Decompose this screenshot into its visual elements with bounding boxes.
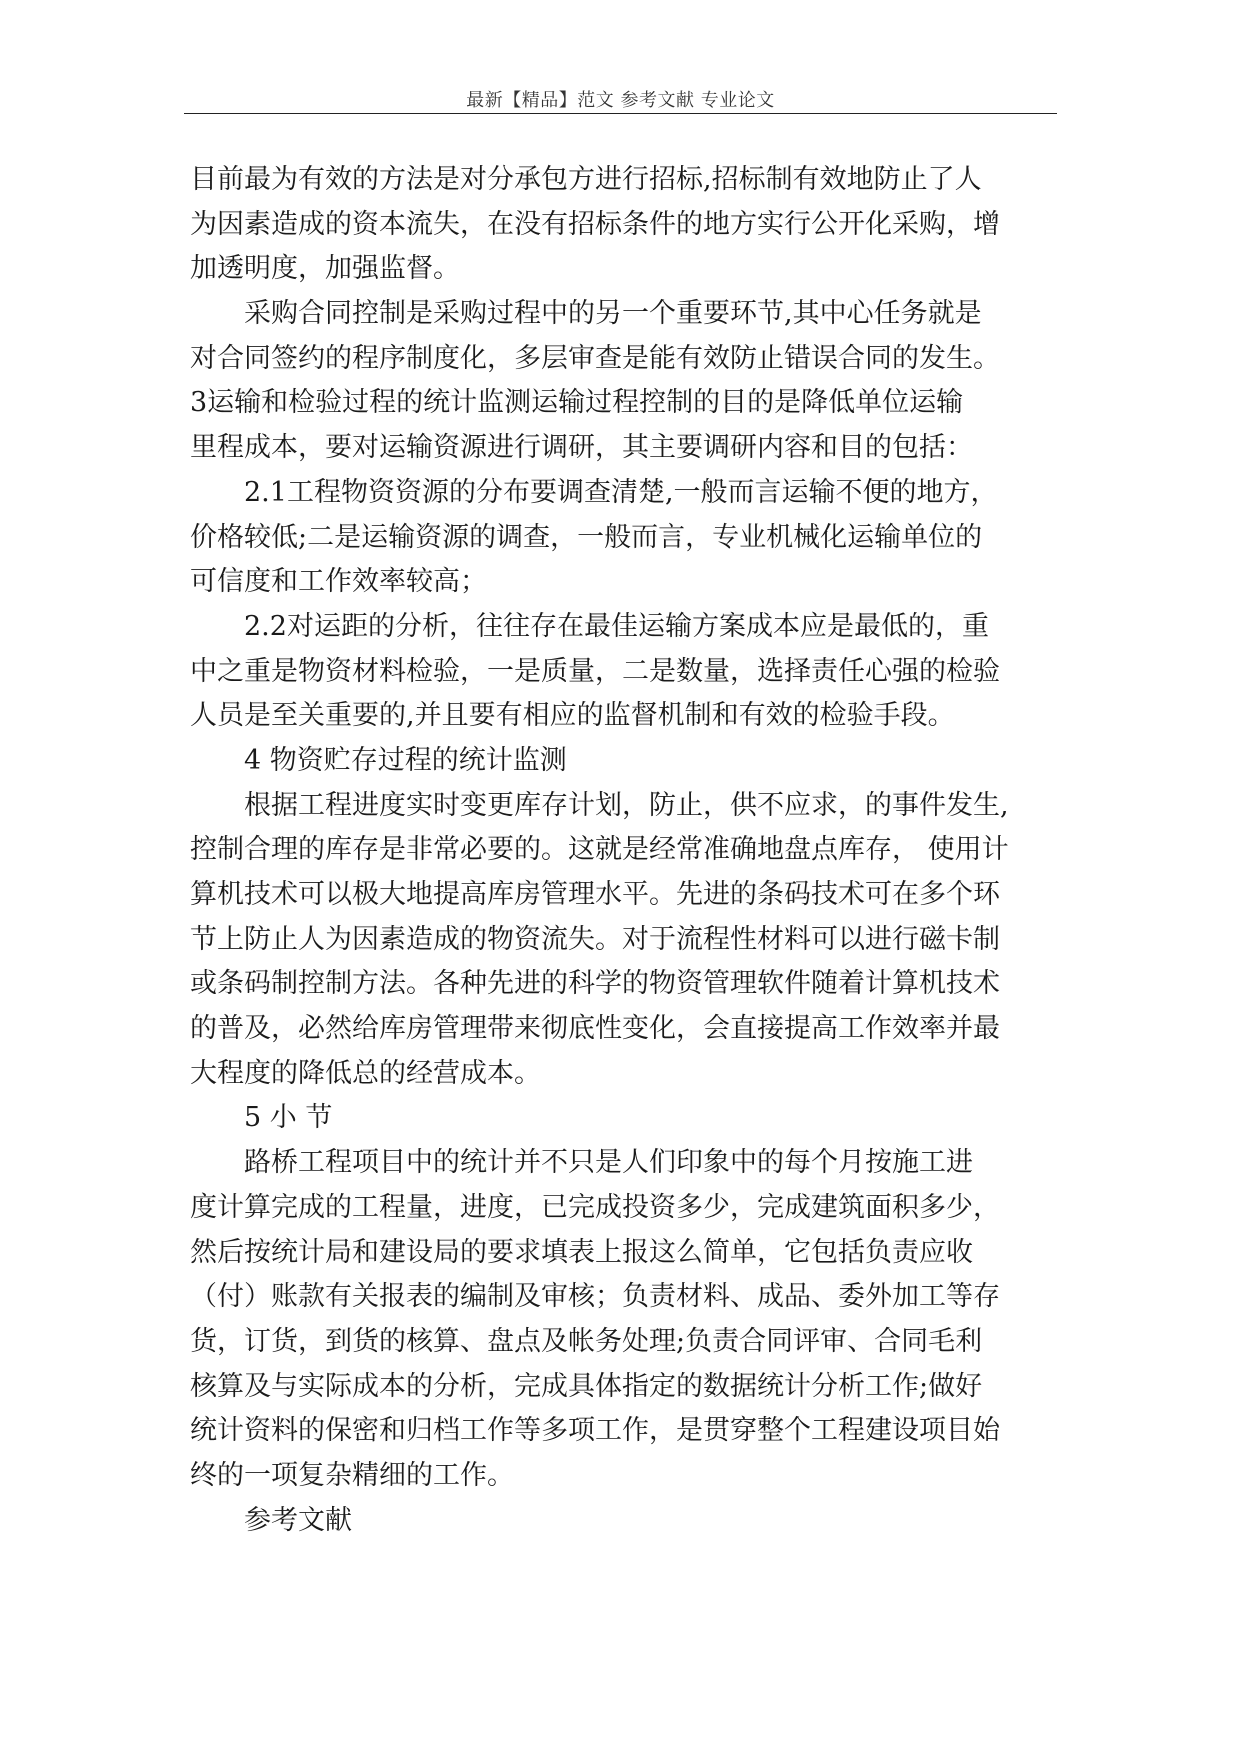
text-line: 的普及，必然给库房管理带来彻底性变化，会直接提高工作效率并最 bbox=[190, 1013, 1000, 1045]
text-line: 核算及与实际成本的分析，完成具体指定的数据统计分析工作;做好 bbox=[190, 1370, 983, 1402]
text-line: 目前最为有效的方法是对分承包方进行招标,招标制有效地防止了人 bbox=[190, 164, 982, 195]
text-line: 大程度的降低总的经营成本。 bbox=[190, 1057, 541, 1089]
text-line: 3运输和检验过程的统计监测运输过程控制的目的是降低单位运输 bbox=[190, 387, 964, 419]
text-line: 对合同签约的程序制度化，多层审查是能有效防止错误合同的发生。 bbox=[190, 342, 1000, 374]
body-text bbox=[190, 158, 1060, 1543]
text-line: （付）账款有关报表的编制及审核；负责材料、成品、委外加工等存 bbox=[190, 1281, 1000, 1313]
page-header: 最新【精品】范文 参考文献 专业论文 bbox=[466, 90, 775, 111]
text-line: 价格较低;二是运输资源的调查，一般而言，专业机械化运输单位的 bbox=[190, 521, 983, 553]
text-line: 控制合理的库存是非常必要的。这就是经常准确地盘点库存， 使用计 bbox=[190, 834, 1009, 866]
text-line: 参考文献 bbox=[244, 1504, 352, 1536]
text-line: 终的一项复杂精细的工作。 bbox=[190, 1459, 514, 1491]
text-line: 或条码制控制方法。各种先进的科学的物资管理软件随着计算机技术 bbox=[190, 968, 1000, 1000]
text-line: 可信度和工作效率较高； bbox=[190, 566, 487, 598]
text-line: 算机技术可以极大地提高库房管理水平。先进的条码技术可在多个环 bbox=[190, 879, 1000, 910]
text-line: 节上防止人为因素造成的物资流失。对于流程性材料可以进行磁卡制 bbox=[190, 923, 1000, 955]
text-line: 5 小 节 bbox=[244, 1102, 333, 1134]
text-line: 中之重是物资材料检验，一是质量，二是数量，选择责任心强的检验 bbox=[190, 655, 1000, 687]
text-line: 采购合同控制是采购过程中的另一个重要环节,其中心任务就是 bbox=[244, 298, 982, 330]
text-line: 2.2对运距的分析，往往存在最佳运输方案成本应是最低的，重 bbox=[244, 610, 989, 642]
text-line: 根据工程进度实时变更库存计划，防止，供不应求，的事件发生, bbox=[244, 789, 1009, 821]
text-line: 4 物资贮存过程的统计监测 bbox=[244, 744, 567, 776]
text-line: 里程成本，要对运输资源进行调研，其主要调研内容和目的包括： bbox=[190, 432, 973, 464]
header-divider bbox=[184, 113, 1057, 114]
text-line: 2.1工程物资资源的分布要调查清楚,一般而言运输不便的地方， bbox=[244, 476, 998, 508]
text-line: 为因素造成的资本流失，在没有招标条件的地方实行公开化采购，增 bbox=[190, 208, 1000, 240]
text-line: 加透明度，加强监督。 bbox=[190, 253, 460, 285]
text-line: 统计资料的保密和归档工作等多项工作，是贯穿整个工程建设项目始 bbox=[190, 1415, 1000, 1447]
text-line: 人员是至关重要的,并且要有相应的监督机制和有效的检验手段。 bbox=[190, 700, 955, 732]
text-line: 货，订货，到货的核算、盘点及帐务处理;负责合同评审、合同毛利 bbox=[190, 1325, 983, 1357]
text-line: 然后按统计局和建设局的要求填表上报这么简单，它包括负责应收 bbox=[190, 1236, 973, 1268]
text-line: 路桥工程项目中的统计并不只是人们印象中的每个月按施工进 bbox=[244, 1147, 973, 1179]
text-line: 度计算完成的工程量，进度，已完成投资多少，完成建筑面积多少， bbox=[190, 1191, 1000, 1223]
